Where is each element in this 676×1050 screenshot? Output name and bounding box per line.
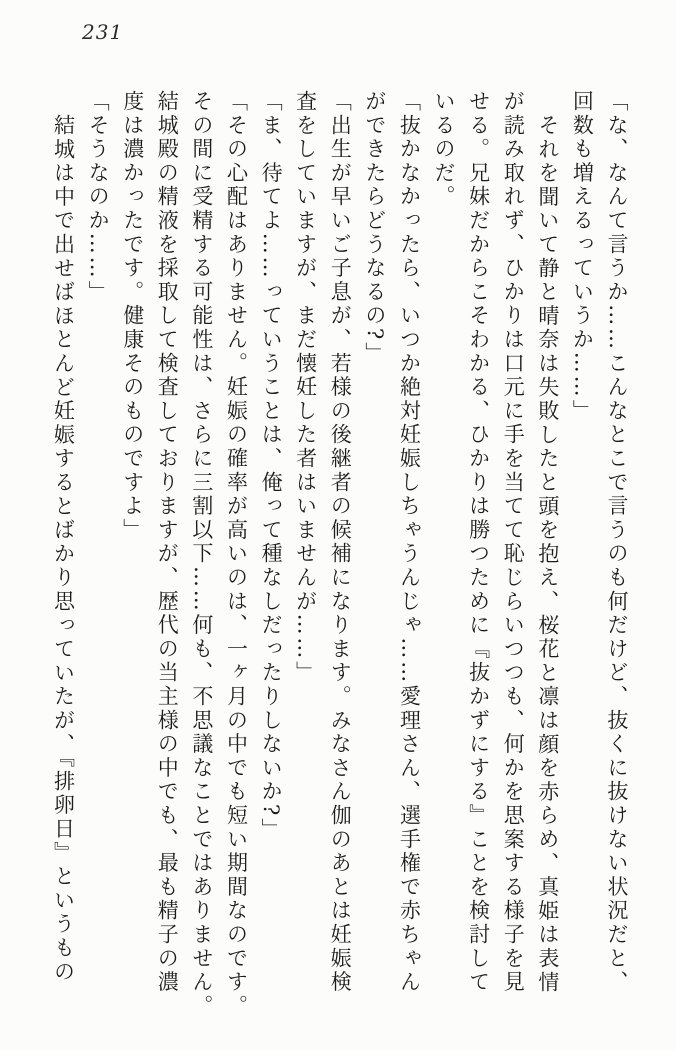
text-line: それを聞いて静と晴奈は失敗したと頭を抱え、桜花と凛は顔を赤らめ、真姫は表情 — [535, 113, 560, 995]
text-line: 査をしていますが、まだ懐妊した者はいませんが……」 — [293, 90, 318, 685]
text-line: 結城は中で出せばほとんど妊娠するとばかり思っていたが、『排卵日』というもの — [51, 113, 76, 984]
text-line: その間に受精する可能性は、さらに三割以下……何も、不思議なことではありません。 — [189, 90, 214, 1019]
text-line: 「抜かなかったら、いつか絶対妊娠しちゃうんじゃ……愛理さん、選手権で赤ちゃん — [397, 90, 422, 995]
text-line: 「その心配はありません。妊娠の確率が高いのは、一ヶ月の中でも短い期間なのです。 — [224, 90, 249, 1019]
text-line: 度は濃かったです。健康そのものですよ」 — [120, 90, 145, 543]
text-block — [46, 90, 634, 1030]
text-line: ができたらどうなるの?」 — [362, 90, 387, 366]
paragraph-dialogue — [253, 90, 288, 1030]
text-line: 「そうなのか……」 — [86, 90, 111, 305]
paragraph-dialogue — [357, 90, 426, 1030]
paragraph-dialogue — [115, 90, 253, 1030]
text-line: 「な、なんて言うか……こんなとこで言うのも何だけど、抜くに抜けない状況だと、 — [605, 90, 629, 995]
paragraph-dialogue — [288, 90, 357, 1030]
paragraph-narration — [426, 90, 564, 1030]
text-line: 「ま、待てよ……っていうことは、俺って種なしだったりしないか?」 — [259, 90, 284, 842]
paragraph-dialogue — [81, 90, 116, 1030]
text-line: 結城殿の精液を採取して検査しておりますが、歴代の当主様の中でも、最も精子の濃 — [155, 90, 180, 995]
text-line: せる。兄妹だからこそわかる、ひかりは勝つために『抜かずにする』ことを検討して — [466, 90, 491, 995]
paragraph-narration — [46, 90, 81, 1030]
text-line: 「出生が早いご子息が、若様の後継者の候補になります。みなさん伽のあとは妊娠検 — [328, 90, 353, 995]
page-number: 231 — [82, 20, 124, 44]
text-line: が読み取れず、ひかりは口元に手を当てて恥じらいつつも、何かを思案する様子を見 — [501, 90, 526, 995]
paragraph-dialogue — [565, 90, 634, 1030]
text-line: いるのだ。 — [432, 90, 457, 209]
text-line: 回数も増えるっていうか……」 — [570, 90, 595, 424]
